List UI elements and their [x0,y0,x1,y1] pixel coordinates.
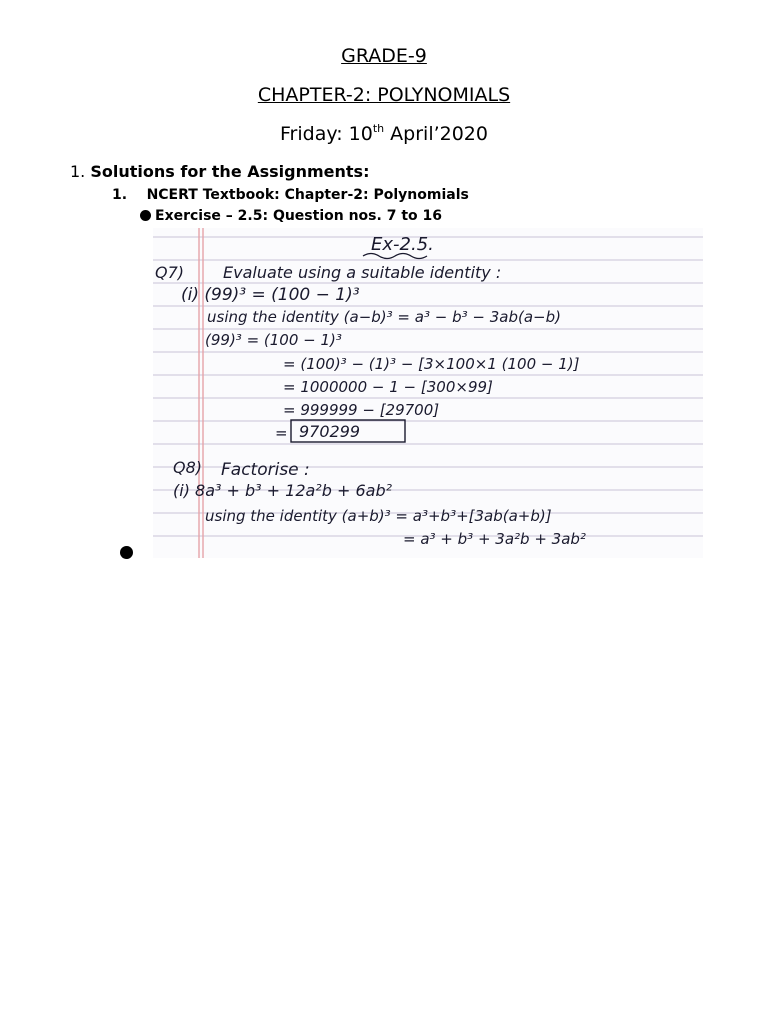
q7-step-2: = (100)³ − (1)³ − [3×100×1 (100 − 1)] [283,355,580,373]
q7-part-i: (i) (99)³ = (100 − 1)³ [181,285,360,305]
list-item-ncert [112,187,469,203]
notebook-heading: Ex-2.5. [371,234,434,255]
list-item-solutions [70,162,369,181]
date-prefix: Friday: 10 [280,123,373,145]
q7-text: Evaluate using a suitable identity : [223,263,502,282]
q8-text: Factorise : [221,460,310,480]
date-suffix: April’2020 [384,123,488,145]
q8-label: Q8) [173,458,203,477]
q7-label: Q7) [155,263,185,282]
date-line [0,122,768,145]
q7-step-1: (99)³ = (100 − 1)³ [205,331,342,349]
empty-bullet-icon [120,546,133,559]
q7-step-3: = 1000000 − 1 − [300×99] [283,378,493,396]
list-number: 1. [112,187,128,203]
list-label: Solutions for the Assignments: [90,162,370,181]
q7-identity: using the identity (a−b)³ = a³ − b³ − 3ab(a−b) [207,308,561,326]
list-label: NCERT Textbook: Chapter-2: Polynomials [146,187,469,203]
date-superscript: th [372,122,385,135]
list-label: Exercise – 2.5: Question nos. 7 to 16 [155,208,442,224]
list-number: 1. [70,162,86,181]
q8-part-i: (i) 8a³ + b³ + 12a²b + 6ab² [173,481,393,500]
q8-identity: using the identity (a+b)³ = a³+b³+[3ab(a+b)] [205,507,552,525]
handwritten-notebook-image [153,228,703,558]
bullet-icon [140,210,151,221]
chapter-heading: CHAPTER-2: POLYNOMIALS [257,84,511,106]
list-item-exercise [140,208,442,224]
q7-answer: 970299 [299,422,361,441]
grade-heading: GRADE-9 [341,45,427,67]
q7-equals: = [275,424,288,442]
q7-step-4: = 999999 − [29700] [283,401,440,419]
q8-step-1: = a³ + b³ + 3a²b + 3ab² [403,530,586,548]
